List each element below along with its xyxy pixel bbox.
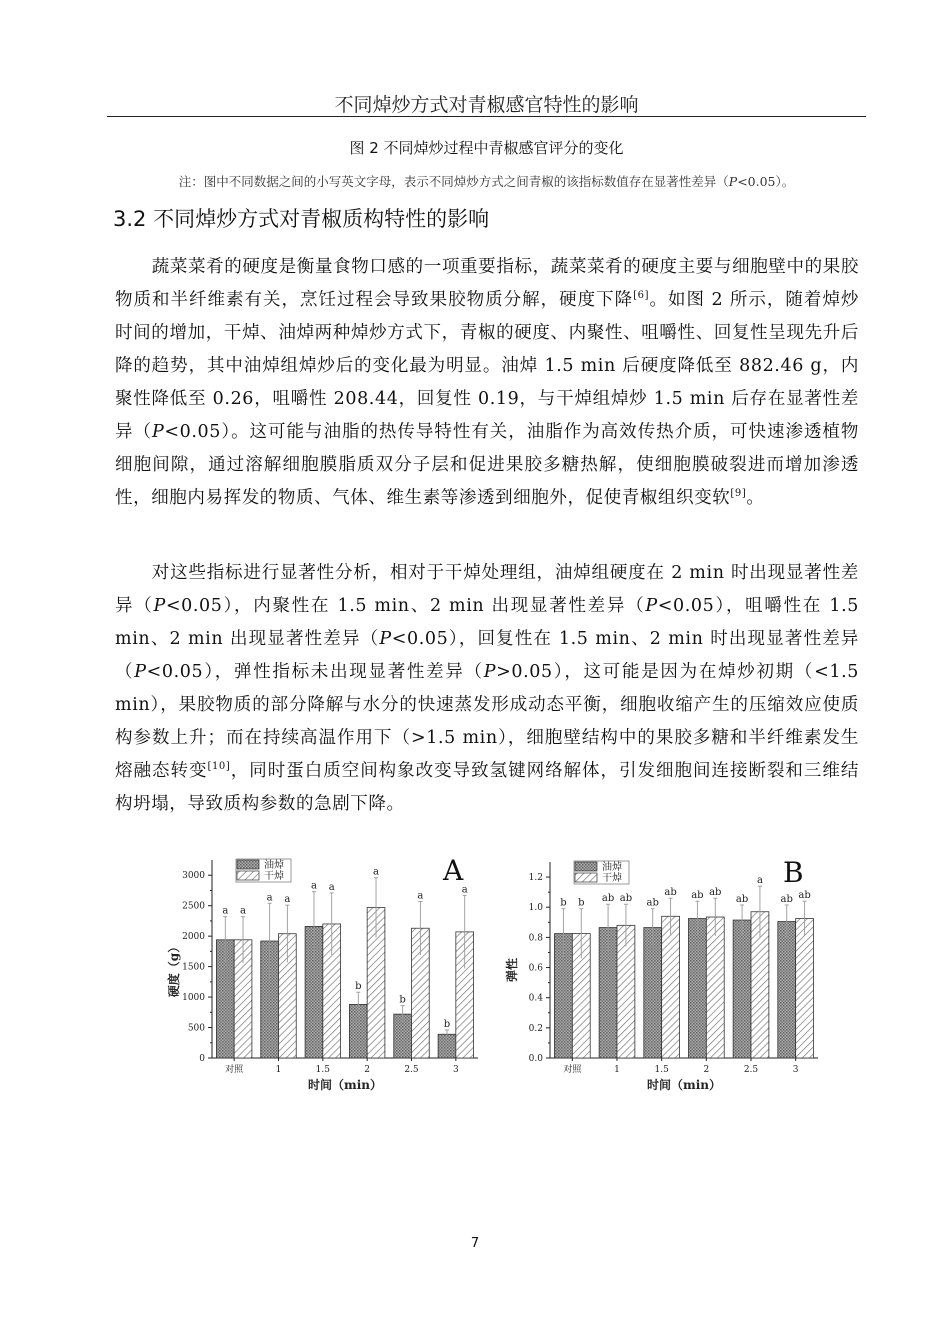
x-axis-label: 时间（min）: [647, 1078, 721, 1092]
y-tick-label: 0.2: [528, 1023, 543, 1034]
y-tick-label: 500: [187, 1023, 205, 1034]
citation: [9]: [730, 488, 747, 500]
significance-letter: b: [399, 994, 406, 1006]
y-tick-label: 0.0: [528, 1054, 543, 1064]
significance-letter: a: [328, 881, 335, 893]
significance-letter: ab: [709, 887, 722, 899]
significance-letter: ab: [664, 887, 677, 899]
italic-symbol: P: [153, 596, 166, 616]
bar-oil: [778, 922, 796, 1058]
italic-symbol: P: [645, 596, 658, 616]
text-run: >0.05），这可能是因为在焯炒初期（<1.5 min），果胶物质的部分降解与水分的快速蒸发形成动态平衡，细胞收缩产生的压缩效应使质构参数上升；而在持续高温作用下（>1.5 min），细胞壁结构中的果胶多糖和半纤维素发生熔融态转变: [115, 662, 859, 781]
x-tick-label: 对照: [563, 1065, 582, 1075]
significance-letter: ab: [798, 890, 811, 902]
y-tick-label: 0.8: [528, 933, 543, 944]
y-tick-label: 3000: [182, 871, 205, 882]
chart-b-springiness: [504, 856, 818, 1092]
text-run: <0.05），回复性在 1.5 min、2 min 时出现显著性差异（: [115, 629, 860, 682]
legend-label: 油焯: [602, 862, 622, 873]
panel-label: B: [783, 856, 804, 889]
bar-oil: [644, 928, 662, 1058]
significance-letter: a: [417, 890, 424, 902]
y-tick-label: 1000: [182, 993, 205, 1004]
text-run: 对这些指标进行显著性分析，相对于干焯处理组，油焯组硬度在 2 min 时出现显著性差异（: [115, 563, 859, 616]
legend-label: 干焯: [602, 873, 622, 884]
bar-dry: [706, 917, 724, 1058]
significance-letter: a: [373, 866, 380, 878]
text-run: <0.05）。这可能与油脂的热传导特性有关，油脂作为高效传热介质，可快速渗透植物细胞间隙，通过溶解细胞膜脂质双分子层和促进果胶多糖热解，使细胞膜破裂进而增加渗透性，细胞内易挥发的物质、气体、维生素等渗透到细胞外，促使青椒组织变软: [115, 422, 860, 508]
significance-letter: a: [240, 905, 247, 917]
text-run: ，同时蛋白质空间构象改变导致氢键网络解体，引发细胞间连接断裂和三维结构坍塌，导致质构参数的急剧下降。: [115, 761, 860, 814]
significance-letter: a: [284, 894, 291, 906]
significance-letter: ab: [601, 893, 615, 905]
italic-symbol: P: [151, 422, 165, 442]
bar-dry: [662, 916, 680, 1058]
x-tick-label: 3: [792, 1065, 799, 1075]
bar-dry: [796, 919, 814, 1058]
text-run: 。如图 2 所示，随着焯炒时间的增加，干焯、油焯两种焯炒方式下，青椒的硬度、内聚性、咀嚼性、回复性呈现先升后降的趋势，其中油焯组焯炒后的变化最为明显。油焯 1.5 min 后硬度降低至 882.46 g，内聚性降低至 0.26，咀嚼性 208.44，回复性 0.19，与干焯组焯炒 1.5 min 后存在显著性差异（: [115, 290, 859, 442]
y-axis-label: 硬度（g）: [167, 940, 181, 998]
significance-letter: a: [222, 905, 229, 917]
x-tick-label: 1: [275, 1065, 282, 1075]
significance-letter: a: [310, 880, 317, 892]
significance-letter: ab: [780, 893, 793, 905]
figure-charts: [150, 840, 850, 1100]
significance-letter: b: [443, 1018, 451, 1030]
x-tick-label: 3: [452, 1065, 459, 1075]
page-number: 7: [470, 1236, 480, 1251]
y-tick-label: 0.4: [528, 993, 543, 1004]
text-run: <0.05），咀嚼性在 1.5 min、2 min 出现显著性差异（: [115, 596, 859, 649]
text-run: 。: [746, 488, 765, 508]
significance-letter: ab: [735, 893, 749, 905]
legend-swatch: [575, 873, 597, 882]
citation: [10]: [207, 761, 231, 773]
y-tick-label: 0.6: [528, 963, 543, 974]
x-tick-label: 1.5: [315, 1065, 330, 1075]
text-run: <0.05），内聚性在 1.5 min、2 min 出现显著性差异（: [165, 596, 646, 616]
legend-swatch: [237, 860, 259, 869]
body-paragraph-1: [115, 251, 859, 515]
panel-label: A: [443, 854, 464, 887]
legend-label: 干焯: [264, 871, 284, 882]
text-run: <0.05）。: [737, 174, 795, 189]
y-tick-label: 2500: [182, 901, 205, 912]
x-tick-label: 1.5: [654, 1065, 669, 1075]
italic-symbol: P: [728, 174, 738, 189]
legend-label: 油焯: [264, 860, 284, 871]
figure-caption: 图 2 不同焯炒过程中青椒感官评分的变化: [349, 139, 624, 157]
x-tick-label: 2: [364, 1065, 371, 1075]
body-paragraph-2: [115, 557, 859, 821]
italic-symbol: P: [483, 662, 497, 682]
bar-oil: [688, 919, 706, 1058]
chart-a-hardness: [166, 854, 478, 1092]
legend-swatch: [237, 871, 259, 880]
y-axis-label: 弹性: [505, 957, 519, 983]
x-tick-label: 1: [614, 1065, 620, 1075]
x-axis-label: 时间（min）: [308, 1078, 382, 1092]
y-tick-label: 1500: [182, 962, 205, 973]
header-rule: [107, 116, 866, 117]
significance-letter: ab: [691, 890, 704, 902]
significance-letter: a: [266, 892, 273, 904]
text-run: 蔬菜菜肴的硬度是衡量食物口感的一项重要指标，蔬菜菜肴的硬度主要与细胞壁中的果胶物质和半纤维素有关，烹饪过程会导致果胶物质分解，硬度下降: [115, 257, 859, 310]
legend-swatch: [575, 862, 597, 871]
significance-letter: ab: [619, 893, 633, 905]
significance-letter: b: [355, 981, 362, 993]
x-tick-label: 对照: [225, 1065, 244, 1075]
italic-symbol: P: [379, 629, 392, 649]
x-tick-label: 2: [703, 1065, 710, 1075]
text-run: 注：图中不同数据之间的小写英文字母，表示不同焯炒方式之间青椒的该指标数值存在显著性差异（: [178, 174, 729, 189]
y-tick-label: 1.2: [528, 873, 543, 884]
bar-oil: [733, 920, 751, 1058]
significance-letter: a: [461, 884, 468, 896]
text-run: <0.05），弹性指标未出现显著性差异（: [146, 662, 484, 682]
significance-letter: a: [756, 875, 763, 887]
y-tick-label: 2000: [182, 932, 205, 943]
significance-letter: ab: [646, 897, 659, 909]
significance-letter: b: [560, 897, 567, 909]
running-title: 不同焯炒方式对青椒感官特性的影响: [334, 94, 639, 116]
citation: [6]: [633, 290, 650, 302]
italic-symbol: P: [134, 662, 147, 682]
significance-letter: b: [578, 897, 585, 909]
y-tick-label: 1.0: [528, 903, 543, 914]
x-tick-label: 2.5: [743, 1065, 759, 1075]
figure-note: [107, 172, 866, 190]
y-tick-label: 0: [199, 1054, 205, 1064]
section-heading: 3.2 不同焯炒方式对青椒质构特性的影响: [113, 207, 490, 231]
x-tick-label: 2.5: [404, 1065, 419, 1075]
